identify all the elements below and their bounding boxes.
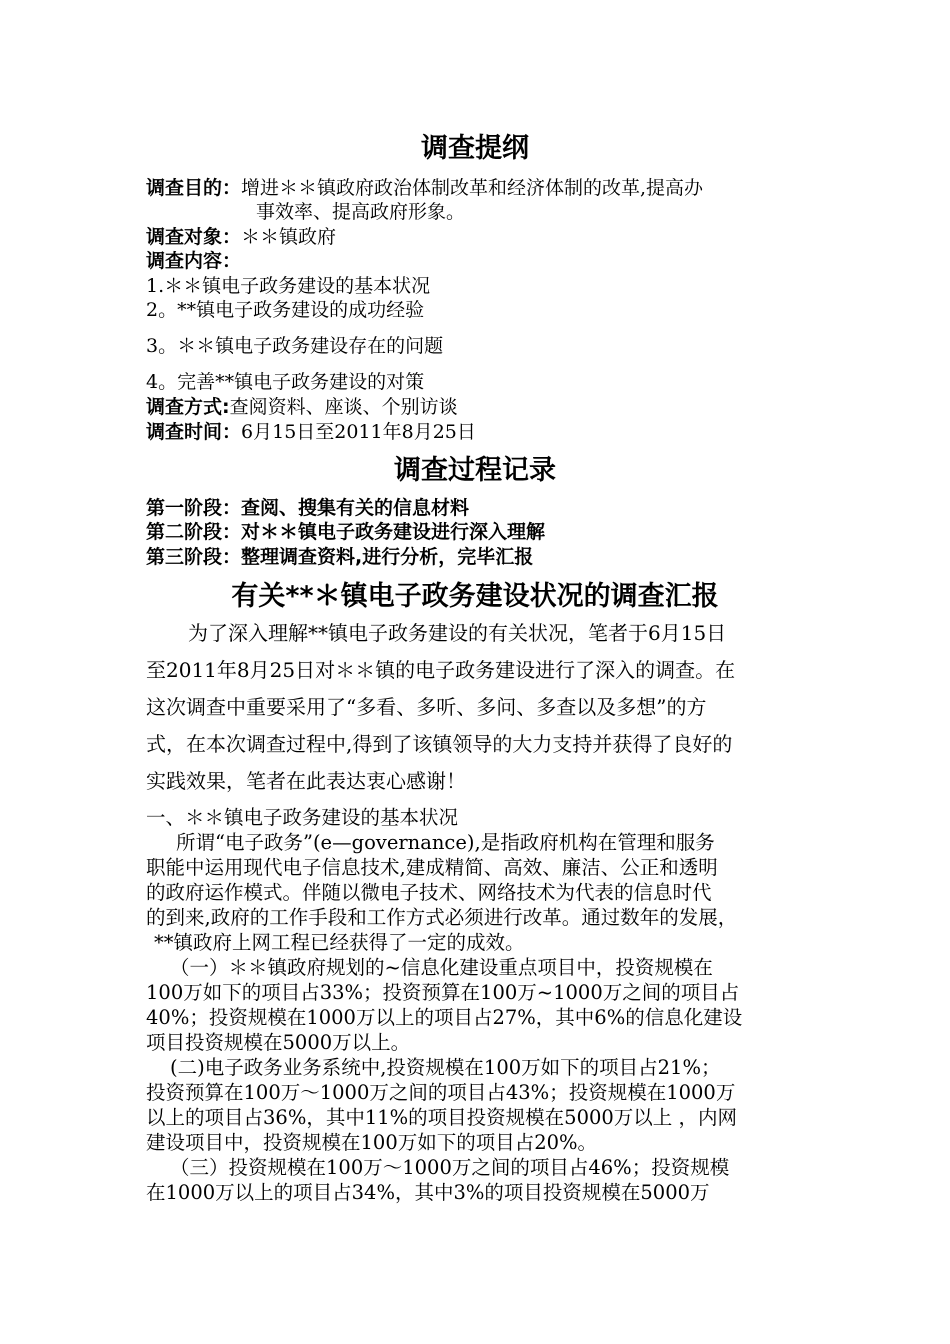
point3-line-2: 在1000万以上的项目占34%，其中3%的项目投资规模在5000万 xyxy=(146,1181,710,1204)
point1-line-2: 100万如下的项目占33%；投资预算在100万~1000万之间的项目占 xyxy=(146,981,740,1004)
purpose-value-line1: 增进＊＊镇政府政治体制改革和经济体制的改革,提高办 xyxy=(241,177,704,199)
point2-line-3: 以上的项目占36%，其中11%的项目投资规模在5000万以上 ，内网 xyxy=(146,1106,738,1129)
section1-line-4: 的到来,政府的工作手段和工作方式必须进行改革。通过数年的发展， xyxy=(146,906,738,929)
point2-line-1: (二)电子政务业务系统中,投资规模在100万如下的项目占21%； xyxy=(170,1056,721,1079)
intro-line-2: 至2011年8月25日对＊＊镇的电子政务建设进行了深入的调查。在 xyxy=(146,658,736,682)
intro-line-1: 为了深入理解**镇电子政务建设的有关状况，笔者于6月15日 xyxy=(188,621,727,645)
section1-line-5: **镇政府上网工程已经获得了一定的成效。 xyxy=(154,931,525,954)
point1-line-4: 项目投资规模在5000万以上。 xyxy=(146,1031,411,1054)
time-value: 6月15日至2011年8月25日 xyxy=(241,421,476,443)
time-label: 调查时间： xyxy=(146,421,242,443)
intro-line-3: 这次调查中重要采用了“多看、多听、多问、多查以及多想”的方 xyxy=(146,695,707,719)
purpose-value-line2: 事效率、提高政府形象。 xyxy=(256,201,466,223)
intro-line-5: 实践效果，笔者在此表达衷心感谢！ xyxy=(146,769,466,793)
method-value: 查阅资料、座谈、个别访谈 xyxy=(229,396,458,418)
process-title: 调查过程记录 xyxy=(394,455,556,486)
stage-3: 第三阶段：整理调查资料,进行分析，完毕汇报 xyxy=(146,546,534,568)
object-row xyxy=(146,225,336,249)
purpose-row xyxy=(146,176,703,200)
object-value: ＊＊镇政府 xyxy=(241,226,337,248)
section1-line-2: 职能中运用现代电子信息技术,建成精简、高效、廉洁、公正和透明 xyxy=(146,856,718,879)
content-item-3: 3。＊＊镇电子政务建设存在的问题 xyxy=(146,335,444,357)
stage-2: 第二阶段：对＊＊镇电子政务建设进行深入理解 xyxy=(146,521,546,543)
intro-line-4: 式，在本次调查过程中,得到了该镇领导的大力支持并获得了良好的 xyxy=(146,732,733,756)
point2-line-4: 建设项目中，投资规模在100万如下的项目占20%。 xyxy=(146,1131,598,1154)
time-row xyxy=(146,420,476,444)
report-title: 有关**＊镇电子政务建设状况的调查汇报 xyxy=(231,581,719,612)
stage-1: 第一阶段：查阅、搜集有关的信息材料 xyxy=(146,497,470,519)
content-item-1: 1.＊＊镇电子政务建设的基本状况 xyxy=(146,275,431,297)
content-item-2: 2。**镇电子政务建设的成功经验 xyxy=(146,299,425,321)
point2-line-2: 投资预算在100万～1000万之间的项目占43%；投资规模在1000万 xyxy=(146,1081,736,1104)
purpose-label: 调查目的： xyxy=(146,177,242,199)
content-label: 调查内容： xyxy=(146,250,242,272)
point1-line-3: 40%；投资规模在1000万以上的项目占27%，其中6%的信息化建设 xyxy=(146,1006,743,1029)
method-row xyxy=(146,395,458,419)
section1-line-1: 所谓“电子政务”(e—governance),是指政府机构在管理和服务 xyxy=(176,831,715,854)
section1-line-3: 的政府运作模式。伴随以微电子技术、网络技术为代表的信息时代 xyxy=(146,881,712,904)
point3-line-1: （三）投资规模在100万～1000万之间的项目占46%；投资规模 xyxy=(170,1156,730,1179)
object-label: 调查对象： xyxy=(146,226,242,248)
content-item-4: 4。完善**镇电子政务建设的对策 xyxy=(146,371,425,393)
point1-line-1: （一）＊＊镇政府规划的~信息化建设重点项目中，投资规模在 xyxy=(170,956,713,979)
method-label: 调查方式: xyxy=(146,396,230,418)
section1-heading: 一、＊＊镇电子政务建设的基本状况 xyxy=(146,806,459,829)
outline-title: 调查提纲 xyxy=(421,133,529,164)
